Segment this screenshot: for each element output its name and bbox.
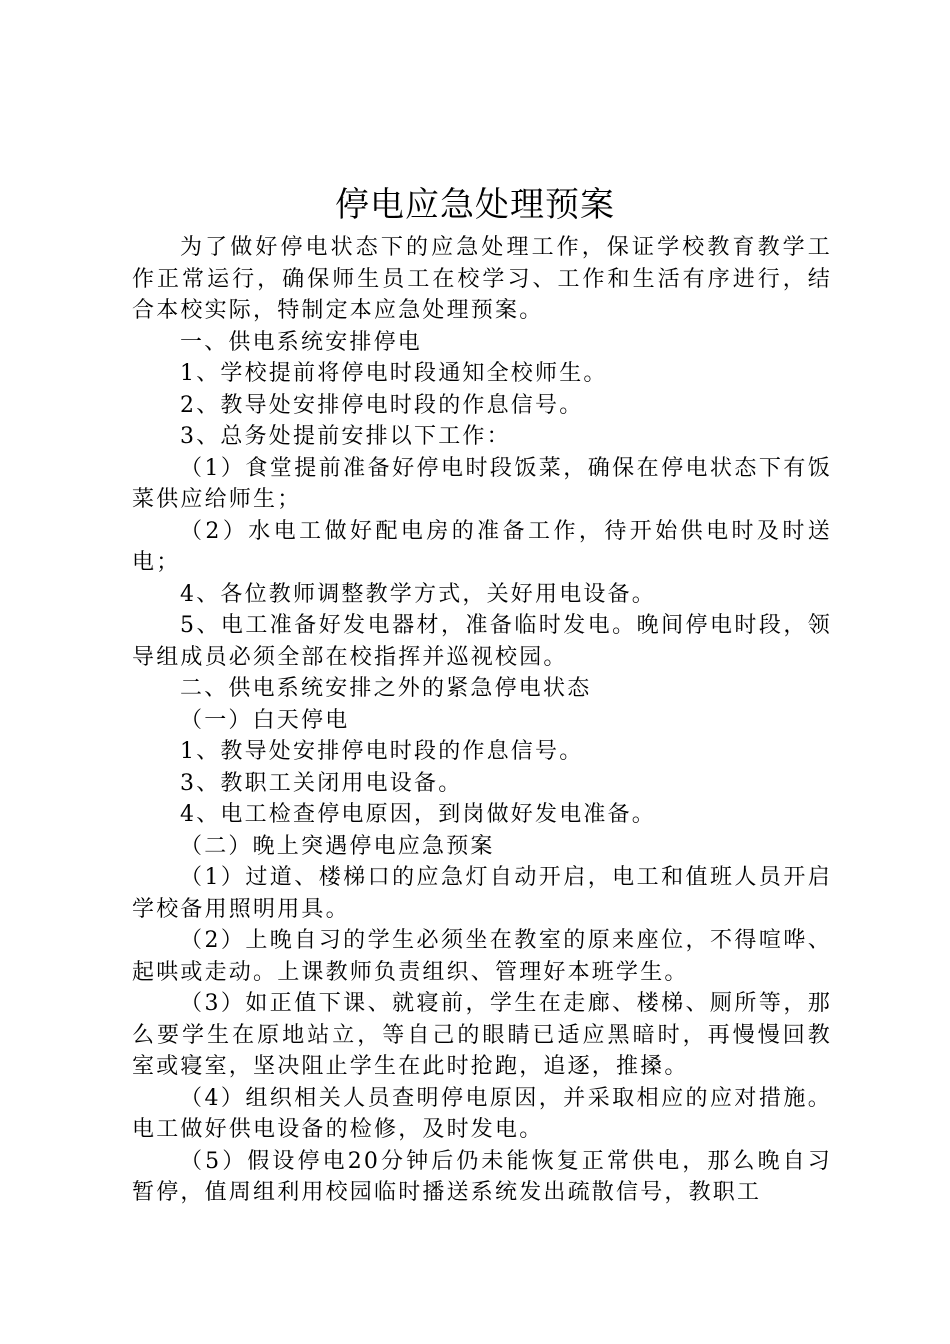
list-item: 5、电工准备好发电器材，准备临时发电。晚间停电时段，领导组成员必须全部在校指挥并巡视校园。 (132, 613, 832, 670)
sub-item: （1）过道、楼梯口的应急灯自动开启，电工和值班人员开启学校备用照明用具。 (132, 865, 832, 922)
sub-item: （5）假设停电20分钟后仍未能恢复正常供电，那么晚自习暂停，值周组利用校园临时播送系统发出疏散信号，教职工 (132, 1148, 832, 1205)
section-heading: 一、供电系统安排停电 (180, 329, 423, 355)
list-item: 3、教职工关闭用电设备。 (180, 770, 463, 796)
sub-item: （1）食堂提前准备好停电时段饭菜，确保在停电状态下有饭菜供应给师生； (132, 455, 832, 512)
sub-item: （2）水电工做好配电房的准备工作，待开始供电时及时送电； (132, 518, 832, 575)
sub-item: （4）组织相关人员查明停电原因，并采取相应的应对措施。电工做好供电设备的检修，及时发电。 (132, 1085, 832, 1142)
list-item: 1、教导处安排停电时段的作息信号。 (180, 739, 584, 764)
document-title: 停电应急处理预案 (335, 185, 615, 225)
sub-item: （2）上晚自习的学生必须坐在教室的原来座位，不得喧哗、起哄或走动。上课教师负责组织、管理好本班学生。 (132, 928, 832, 985)
document-body (132, 232, 832, 1209)
list-item: 4、电工检查停电原因，到岗做好发电准备。 (180, 802, 656, 827)
sub-item: （3）如正值下课、就寝前，学生在走廊、楼梯、厕所等，那么要学生在原地站立，等自己的眼睛已适应黑暗时，再慢慢回教室或寝室，坚决阻止学生在此时抢跑，追逐，推搡。 (132, 991, 832, 1079)
subsection-heading: （二）晚上突遇停电应急预案 (180, 833, 495, 859)
list-item: 3、总务处提前安排以下工作： (180, 424, 511, 449)
intro-paragraph: 为了做好停电状态下的应急处理工作，保证学校教育教学工作正常运行，确保师生员工在校学习、工作和生活有序进行，结合本校实际，特制定本应急处理预案。 (132, 235, 832, 323)
list-item: 1、学校提前将停电时段通知全校师生。 (180, 361, 608, 386)
section-heading: 二、供电系统安排之外的紧急停电状态 (180, 676, 592, 701)
list-item: 2、教导处安排停电时段的作息信号。 (180, 392, 584, 418)
list-item: 4、各位教师调整教学方式，关好用电设备。 (180, 581, 656, 607)
subsection-heading: （一）白天停电 (180, 707, 350, 733)
